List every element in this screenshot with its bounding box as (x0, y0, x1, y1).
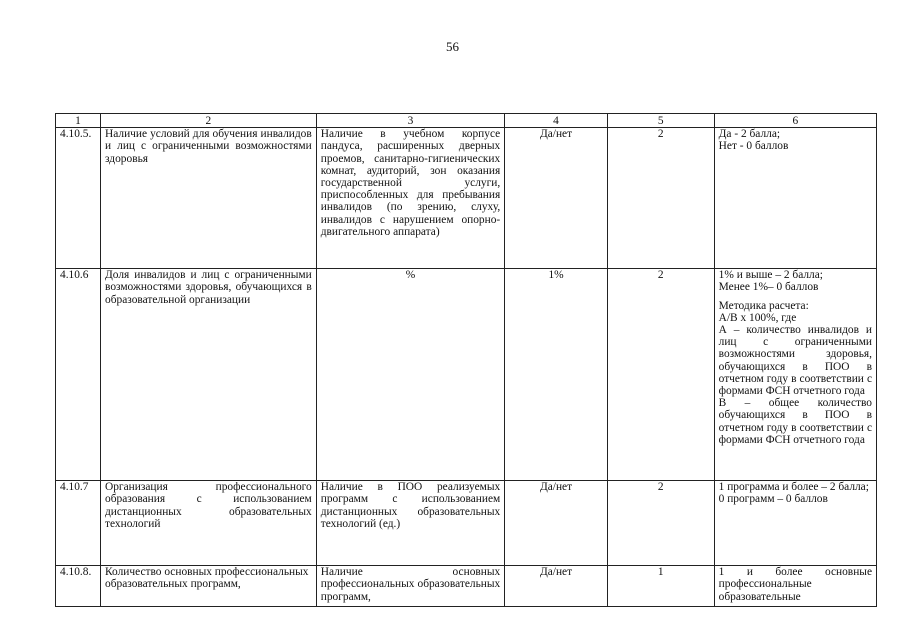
row-number: 4.10.7 (56, 481, 101, 566)
measure-unit: Да/нет (505, 128, 608, 269)
header-col-4: 4 (505, 114, 608, 128)
header-row (56, 114, 877, 128)
indicator-name: Наличие условий для обучения инвалидов и лиц с ограниченными возможностями здоровья (101, 128, 317, 269)
method-b: В – общее количество обучающихся в ПОО в отчетном году в соответствии с формами ФСН отчетного года (718, 397, 872, 446)
measure-unit: Да/нет (505, 481, 608, 566)
max-score: 2 (607, 269, 714, 481)
method-a: А – количество инвалидов и лиц с ограниченными возможностями здоровья, обучающихся в ПОО в отчетном году в соответствии с формами ФСН отчетного года (718, 324, 872, 398)
row-number: 4.10.8. (56, 566, 101, 607)
table-row (56, 128, 877, 269)
header-col-2: 2 (101, 114, 317, 128)
score-line: Менее 1%– 0 баллов (718, 281, 819, 294)
indicator-criteria: % (316, 269, 504, 481)
header-col-6: 6 (714, 114, 876, 128)
table-row (56, 269, 877, 481)
row-number: 4.10.5. (56, 128, 101, 269)
score-line: 1 и более основные профессиональные образовательные (718, 566, 872, 603)
table-row (56, 566, 877, 607)
row-number: 4.10.6 (56, 269, 101, 481)
indicator-name: Количество основных профессиональных образовательных программ, (101, 566, 317, 607)
indicator-criteria: Наличие основных профессиональных образовательных программ, (316, 566, 504, 607)
header-col-3: 3 (316, 114, 504, 128)
indicator-criteria: Наличие в учебном корпусе пандуса, расширенных дверных проемов, санитарно-гигиенических комнат, аудиторий, зон оказания государственной услуги, приспособленных для пребывания инвалидов (по зрению, слуху, инвалидов с нарушением опорно-двигательного аппарата) (316, 128, 504, 269)
score-line: Нет - 0 баллов (718, 140, 789, 153)
score-line: 1 программа и более – 2 балла; (718, 481, 869, 494)
score-rules (714, 566, 876, 607)
table-row (56, 481, 877, 566)
header-col-1: 1 (56, 114, 101, 128)
criteria-table (55, 113, 877, 607)
indicator-criteria: Наличие в ПОО реализуемых программ с использованием дистанционных образовательных технологий (ед.) (316, 481, 504, 566)
header-col-5: 5 (607, 114, 714, 128)
score-rules (714, 269, 876, 481)
score-line: 0 программ – 0 баллов (718, 493, 828, 506)
measure-unit: 1% (505, 269, 608, 481)
score-line: Да - 2 балла; (718, 128, 781, 141)
max-score: 2 (607, 481, 714, 566)
indicator-name: Доля инвалидов и лиц с ограниченными возможностями здоровья, обучающихся в образовательной организации (101, 269, 317, 481)
score-rules (714, 481, 876, 566)
method-formula: А/В х 100%, где (718, 311, 797, 324)
score-line: 1% и выше – 2 балла; (718, 269, 823, 282)
indicator-name: Организация профессионального образования с использованием дистанционных образовательных технологий (101, 481, 317, 566)
page-number: 56 (446, 39, 459, 54)
max-score: 1 (607, 566, 714, 607)
method-title: Методика расчета: (718, 299, 809, 312)
measure-unit: Да/нет (505, 566, 608, 607)
max-score: 2 (607, 128, 714, 269)
score-rules (714, 128, 876, 269)
